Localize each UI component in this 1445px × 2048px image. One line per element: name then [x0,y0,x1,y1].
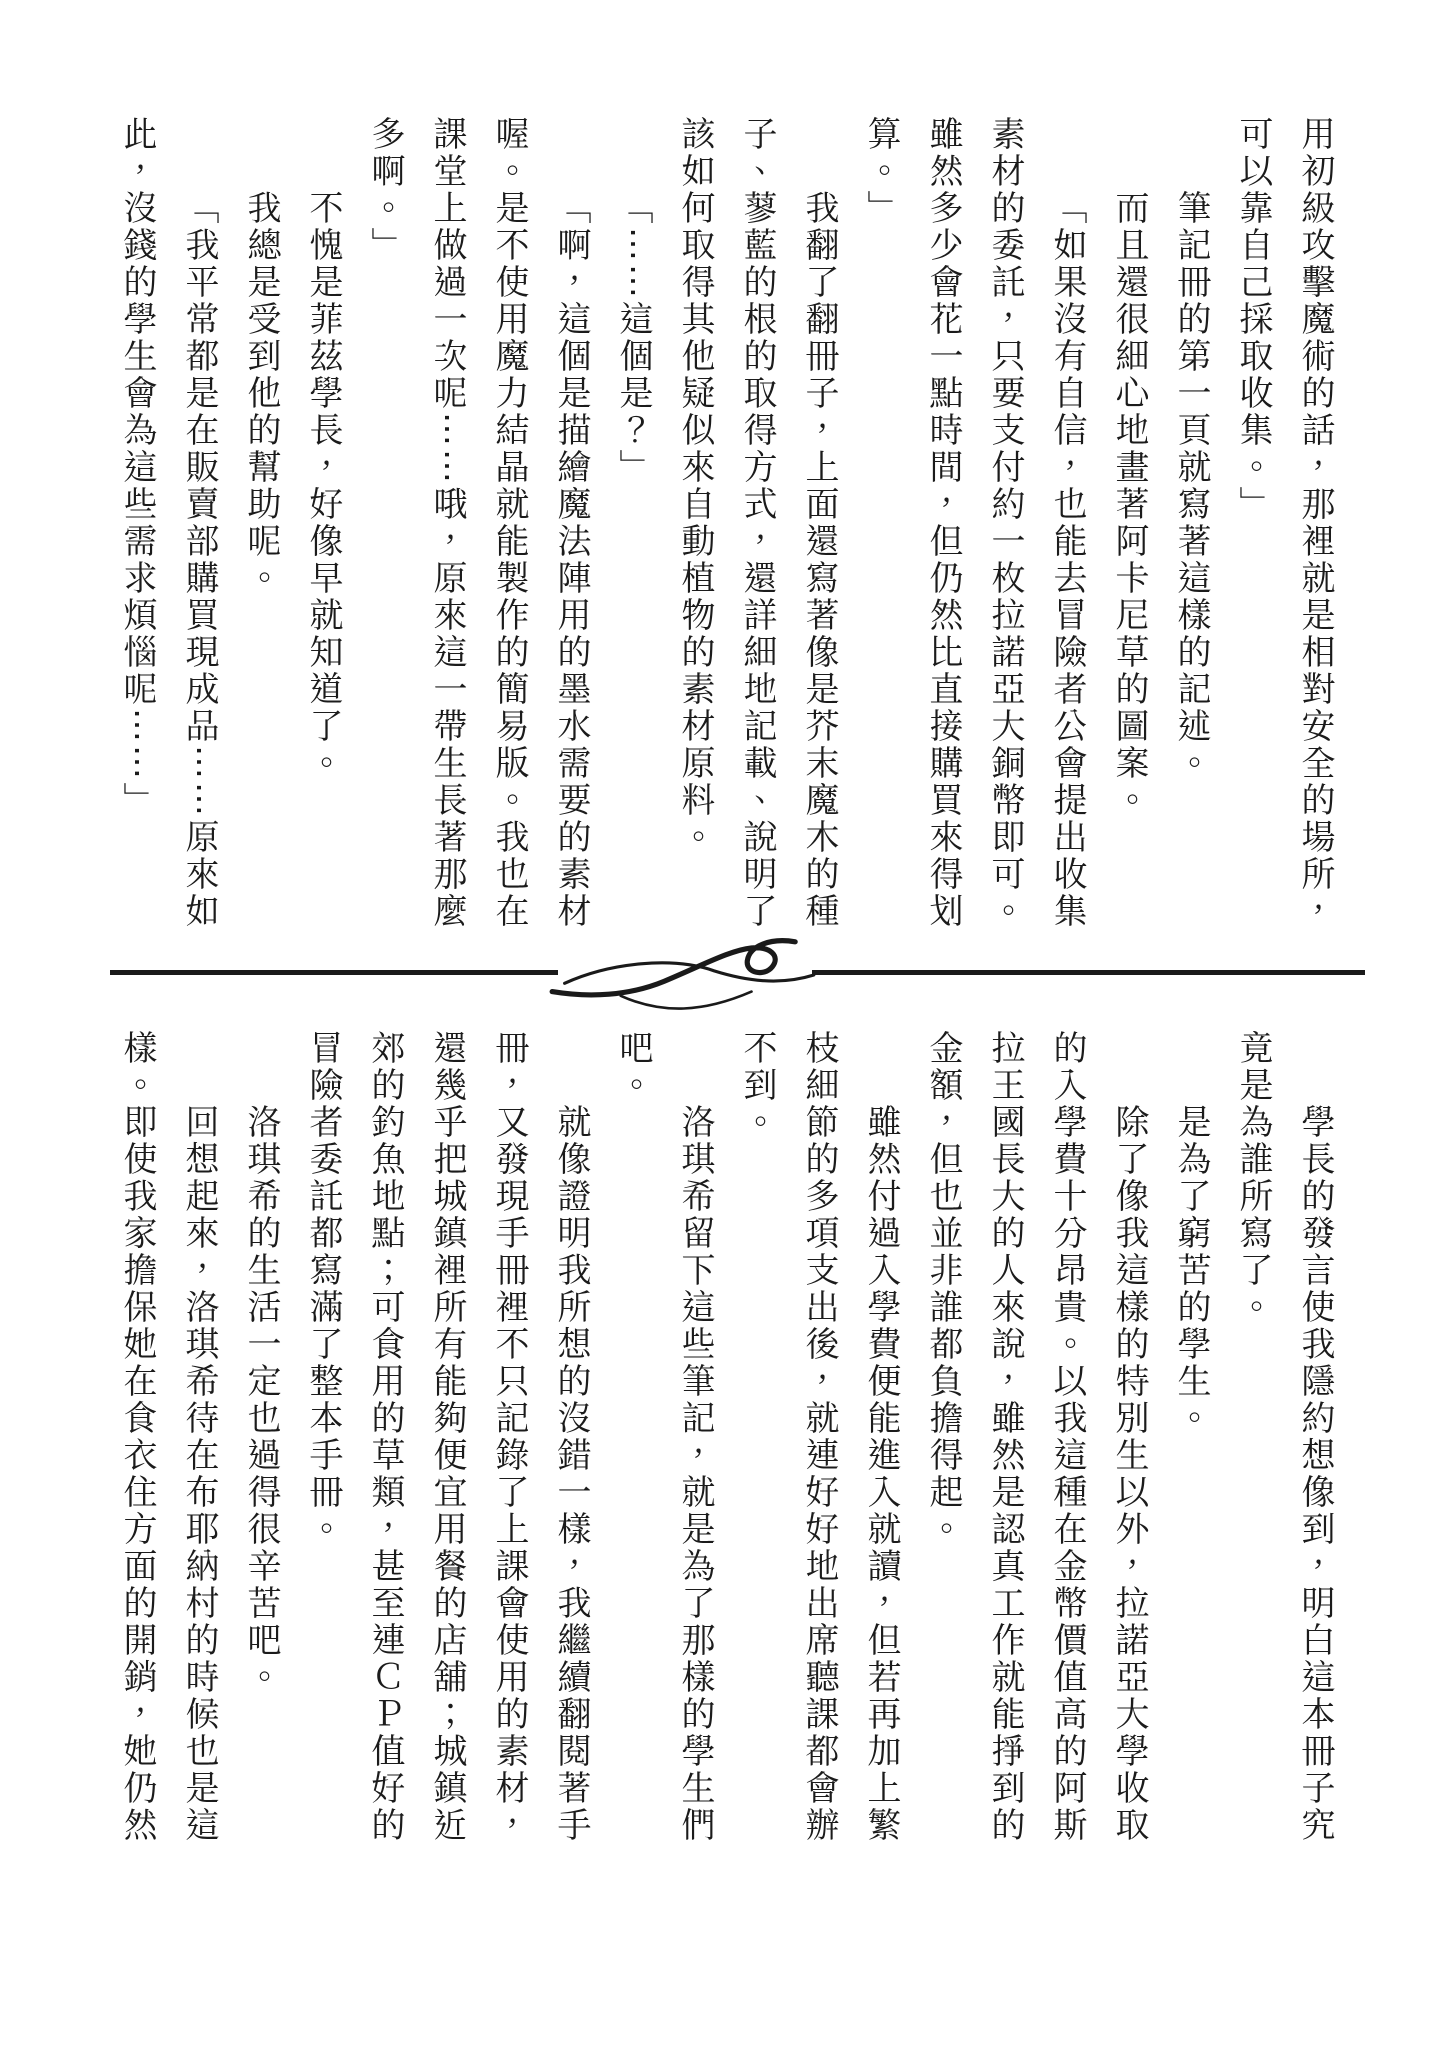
paragraph: 雖然付過入學費便能進入就讀，但若再加上繁枝細節的多項支出後，就連好好地出席聽課都會辦不到。 [738,1030,899,1844]
paragraph: 我總是受到他的幫助呢。 [242,190,279,597]
paragraph: 筆記冊的第一頁就寫著這樣的記述。 [1172,190,1209,782]
paragraph: 是為了窮苦的學生。 [1172,1104,1209,1437]
paragraph: 洛琪希的生活一定也過得很辛苦吧。 [242,1104,279,1696]
paragraph: 「啊，這個是描繪魔法陣用的墨水需要的素材喔。是不使用魔力結晶就能製作的簡易版。我也在課堂上做過一次呢⋯⋯哦，原來這一帶生長著那麼多啊。」 [366,116,589,930]
divider-rule-left [110,970,558,975]
paragraph: 回想起來，洛琪希待在布耶納村的時候也是這樣。即使我家擔保她在食衣住方面的開銷，她仍然 [118,1030,217,1844]
paragraph: 「⋯⋯這個是？」 [614,190,651,486]
paragraph: 「如果沒有自信，也能去冒險者公會提出收集素材的委託，只要支付約一枚拉諾亞大銅幣即可。雖然多少會花一點時間，但仍然比直接購買來得划算。」 [862,116,1085,930]
paragraph: 洛琪希留下這些筆記，就是為了那樣的學生們吧。 [614,1030,713,1844]
bottom-text-block [101,1030,1345,1850]
section-divider [0,925,1445,1025]
paragraph: 學長的發言使我隱約想像到，明白這本冊子究竟是為誰所寫了。 [1234,1030,1333,1844]
divider-rule-right [812,970,1365,975]
paragraph: 而且還很細心地畫著阿卡尼草的圖案。 [1110,190,1147,819]
paragraph: 用初級攻擊魔術的話，那裡就是相對安全的場所，可以靠自己採取收集。」 [1234,116,1333,930]
paragraph: 除了像我這樣的特別生以外，拉諾亞大學收取的入學費十分昂貴。以我這種在金幣價值高的阿斯拉王國長大的人來說，雖然是認真工作就能掙到的金額，但也並非誰都負擔得起。 [924,1030,1147,1844]
calligraphic-swirl-icon [548,931,818,1019]
paragraph: 「我平常都是在販賣部購買現成品⋯⋯原來如此，沒錢的學生會為這些需求煩惱呢⋯⋯」 [118,116,217,930]
top-text-block [101,116,1345,936]
paragraph: 就像證明我所想的沒錯一樣，我繼續翻閱著手冊，又發現手冊裡不只記錄了上課會使用的素材，還幾乎把城鎮裡所有能夠便宜用餐的店舖；城鎮近郊的釣魚地點；可食用的草類，甚至連ＣＰ值好的冒險者委託都寫滿了整本手冊。 [304,1030,589,1844]
paragraph: 不愧是菲茲學長，好像早就知道了。 [304,190,341,782]
paragraph: 我翻了翻冊子，上面還寫著像是芥末魔木的種子、蓼藍的根的取得方式，還詳細地記載、說明了該如何取得其他疑似來自動植物的素材原料。 [676,116,837,930]
